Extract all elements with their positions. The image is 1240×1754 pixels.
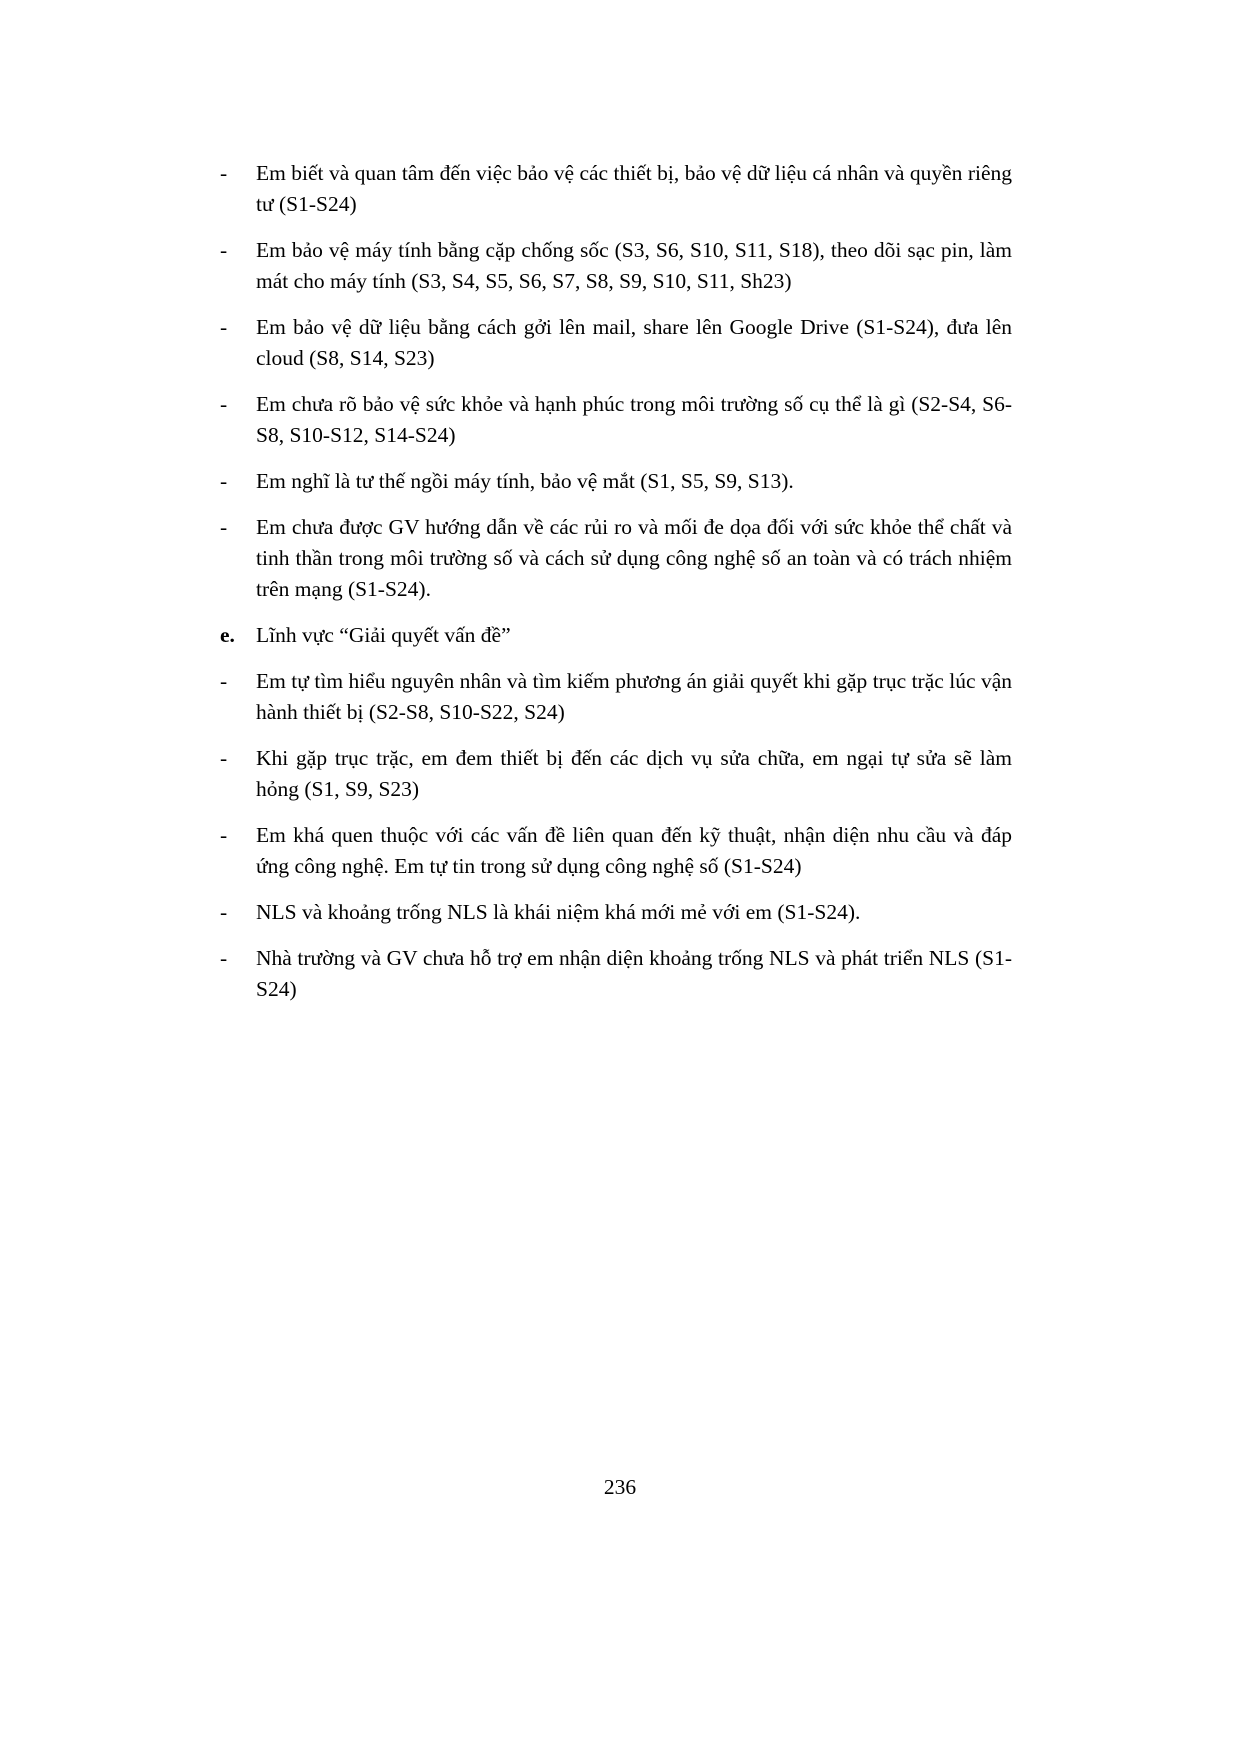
list-item — [220, 389, 1012, 451]
page-number: 236 — [603, 1475, 637, 1499]
list-item-text: Em bảo vệ dữ liệu bằng cách gởi lên mail, share lên Google Drive (S1-S24), đưa lên cloud (S8, S14, S23) — [256, 315, 1012, 370]
list-marker: - — [220, 392, 228, 416]
list-item-text: Em tự tìm hiểu nguyên nhân và tìm kiếm phương án giải quyết khi gặp trục trặc lúc vận hành thiết bị (S2-S8, S10-S22, S24) — [256, 669, 1012, 724]
list-marker: - — [220, 238, 228, 262]
list-item-text: Khi gặp trục trặc, em đem thiết bị đến các dịch vụ sửa chữa, em ngại tự sửa sẽ làm hỏng (S1, S9, S23) — [256, 746, 1012, 801]
list-item — [220, 897, 1012, 928]
list-marker: - — [220, 823, 228, 847]
list-item — [220, 158, 1012, 220]
body-text — [220, 158, 1012, 1020]
list-marker: - — [220, 900, 228, 924]
list-marker: - — [220, 746, 228, 770]
list-item-text: Em khá quen thuộc với các vấn đề liên quan đến kỹ thuật, nhận diện nhu cầu và đáp ứng công nghệ. Em tự tin trong sử dụng công nghệ số (S1-S24) — [256, 823, 1012, 878]
list-item — [220, 943, 1012, 1005]
list-item-text: Em bảo vệ máy tính bằng cặp chống sốc (S3, S6, S10, S11, S18), theo dõi sạc pin, làm mát cho máy tính (S3, S4, S5, S6, S7, S8, S9, S10, S11, Sh23) — [256, 238, 1012, 293]
list-item — [220, 466, 1012, 497]
list-item-text: NLS và khoảng trống NLS là khái niệm khá mới mẻ với em (S1-S24). — [256, 900, 861, 924]
list-marker: - — [220, 469, 228, 493]
list-item — [220, 666, 1012, 728]
list-item — [220, 312, 1012, 374]
list-item — [220, 820, 1012, 882]
list-item — [220, 235, 1012, 297]
list-marker: - — [220, 946, 228, 970]
list-item-text: Nhà trường và GV chưa hỗ trợ em nhận diện khoảng trống NLS và phát triển NLS (S1-S24) — [256, 946, 1012, 1001]
list-item-text: Em chưa được GV hướng dẫn về các rủi ro và mối đe dọa đối với sức khỏe thể chất và tinh thần trong môi trường số và cách sử dụng công nghệ số an toàn và có trách nhiệm trên mạng (S1-S24). — [256, 515, 1012, 601]
section-heading — [220, 620, 1012, 651]
list-marker: - — [220, 669, 228, 693]
list-item-text: Em biết và quan tâm đến việc bảo vệ các thiết bị, bảo vệ dữ liệu cá nhân và quyền riêng tư (S1-S24) — [256, 161, 1012, 216]
list-marker: - — [220, 161, 228, 185]
section-letter: e. — [220, 623, 235, 647]
list-marker: - — [220, 315, 228, 339]
list-marker: - — [220, 515, 228, 539]
list-item — [220, 743, 1012, 805]
list-item-text: Em nghĩ là tư thế ngồi máy tính, bảo vệ mắt (S1, S5, S9, S13). — [256, 469, 794, 493]
list-item-text: Em chưa rõ bảo vệ sức khỏe và hạnh phúc trong môi trường số cụ thể là gì (S2-S4, S6-S8, S10-S12, S14-S24) — [256, 392, 1012, 447]
section-heading-text: Lĩnh vực “Giải quyết vấn đề” — [256, 623, 511, 647]
list-item — [220, 512, 1012, 605]
